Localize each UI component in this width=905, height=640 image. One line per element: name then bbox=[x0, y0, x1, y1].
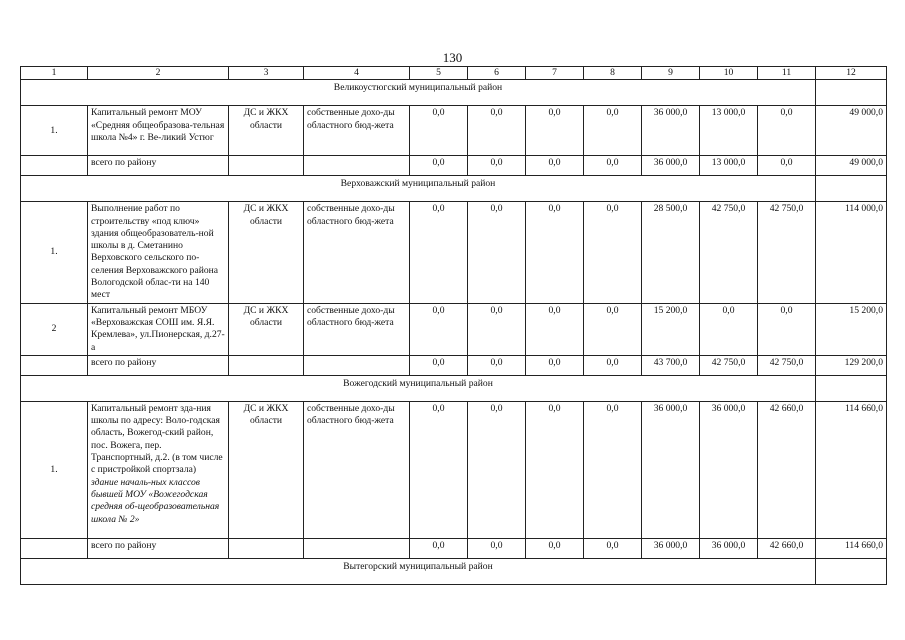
total-amount-cell: 13 000,0 bbox=[700, 156, 758, 176]
district-name: Великоустюгский муниципальный район bbox=[21, 80, 816, 106]
executor: ДС и ЖКХ области bbox=[229, 303, 304, 355]
total-amount-cell: 0,0 bbox=[526, 156, 584, 176]
empty-cell bbox=[304, 156, 410, 176]
funding-source: собственные дохо-ды областного бюд-жета bbox=[304, 303, 410, 355]
empty-cell bbox=[304, 538, 410, 558]
total-amount-cell: 0,0 bbox=[410, 538, 468, 558]
district-header-row bbox=[21, 176, 887, 202]
amount-cell: 0,0 bbox=[758, 106, 816, 156]
executor: ДС и ЖКХ области bbox=[229, 106, 304, 156]
total-amount-cell: 0,0 bbox=[410, 355, 468, 375]
row-number: 1. bbox=[21, 401, 88, 538]
empty-cell bbox=[816, 558, 887, 584]
district-name: Вожегодский муниципальный район bbox=[21, 375, 816, 401]
column-header: 4 bbox=[304, 67, 410, 80]
amount-cell: 0,0 bbox=[526, 202, 584, 303]
amount-cell: 0,0 bbox=[410, 303, 468, 355]
empty-cell bbox=[816, 375, 887, 401]
total-label: всего по району bbox=[88, 538, 229, 558]
total-amount-cell: 0,0 bbox=[410, 156, 468, 176]
total-amount-cell: 0,0 bbox=[468, 156, 526, 176]
project-name-text: Капитальный ремонт МОУ «Средняя общеобразова-тельная школа №4» г. Ве-ликий Устюг bbox=[91, 107, 225, 143]
amount-cell: 13 000,0 bbox=[700, 106, 758, 156]
column-header: 9 bbox=[642, 67, 700, 80]
empty-cell bbox=[816, 80, 887, 106]
amount-cell: 36 000,0 bbox=[700, 401, 758, 538]
project-name-text: Выполнение работ по строительству «под ключ» здания общеобразователь-ной школы в д. Сметанино Верховского сельского по-селения Верховажского района Вологодской облас-ти на 140 мест bbox=[91, 203, 219, 301]
amount-cell: 0,0 bbox=[468, 303, 526, 355]
amount-cell: 0,0 bbox=[584, 106, 642, 156]
page-number: 130 bbox=[442, 50, 463, 65]
project-name-text: Капитальный ремонт зда-ния школы по адресу: Воло-годская область, Вожегод-ский район, пос. Вожега, пер. Транспортный, д.2. (в том числе с пристройкой спортзала) bbox=[91, 402, 223, 476]
amount-cell: 15 200,0 bbox=[642, 303, 700, 355]
project-name bbox=[88, 106, 229, 156]
row-number: 1. bbox=[21, 202, 88, 303]
amount-cell: 36 000,0 bbox=[642, 106, 700, 156]
column-header: 3 bbox=[229, 67, 304, 80]
column-header-row bbox=[21, 67, 887, 80]
empty-cell bbox=[229, 355, 304, 375]
district-total-row bbox=[21, 156, 887, 176]
column-header: 5 bbox=[410, 67, 468, 80]
total-amount-cell: 0,0 bbox=[584, 156, 642, 176]
amount-cell: 0,0 bbox=[758, 303, 816, 355]
total-label: всего по району bbox=[88, 355, 229, 375]
row-number: 1. bbox=[21, 106, 88, 156]
column-header: 11 bbox=[758, 67, 816, 80]
empty-cell bbox=[229, 538, 304, 558]
total-amount-cell: 42 750,0 bbox=[700, 355, 758, 375]
empty-cell bbox=[816, 176, 887, 202]
amount-cell: 0,0 bbox=[468, 106, 526, 156]
funding-source: собственные дохо-ды областного бюд-жета bbox=[304, 106, 410, 156]
total-amount-cell: 0,0 bbox=[526, 538, 584, 558]
empty-cell bbox=[229, 156, 304, 176]
empty-cell bbox=[304, 355, 410, 375]
amount-cell: 0,0 bbox=[526, 106, 584, 156]
column-header: 10 bbox=[700, 67, 758, 80]
total-amount-cell: 0,0 bbox=[526, 355, 584, 375]
district-name: Верховажский муниципальный район bbox=[21, 176, 816, 202]
total-amount-cell: 42 660,0 bbox=[758, 538, 816, 558]
district-header-row bbox=[21, 558, 887, 584]
amount-cell: 15 200,0 bbox=[816, 303, 887, 355]
total-amount-cell: 0,0 bbox=[468, 538, 526, 558]
amount-cell: 0,0 bbox=[584, 401, 642, 538]
executor: ДС и ЖКХ области bbox=[229, 202, 304, 303]
amount-cell: 42 750,0 bbox=[700, 202, 758, 303]
project-row bbox=[21, 202, 887, 303]
district-name: Вытегорский муниципальный район bbox=[21, 558, 816, 584]
amount-cell: 114 660,0 bbox=[816, 401, 887, 538]
total-amount-cell: 36 000,0 bbox=[642, 538, 700, 558]
amount-cell: 0,0 bbox=[700, 303, 758, 355]
amount-cell: 0,0 bbox=[526, 303, 584, 355]
project-name bbox=[88, 202, 229, 303]
total-amount-cell: 0,0 bbox=[584, 355, 642, 375]
total-amount-cell: 36 000,0 bbox=[700, 538, 758, 558]
project-name bbox=[88, 401, 229, 538]
project-row bbox=[21, 401, 887, 538]
column-header: 6 bbox=[468, 67, 526, 80]
amount-cell: 28 500,0 bbox=[642, 202, 700, 303]
amount-cell: 0,0 bbox=[526, 401, 584, 538]
amount-cell: 42 750,0 bbox=[758, 202, 816, 303]
total-amount-cell: 129 200,0 bbox=[816, 355, 887, 375]
project-name-text: Капитальный ремонт МБОУ «Верховажская СОШ им. Я.Я. Кремлева», ул.Пионерская, д.27-а bbox=[91, 304, 225, 353]
amount-cell: 42 660,0 bbox=[758, 401, 816, 538]
district-header-row bbox=[21, 375, 887, 401]
column-header: 12 bbox=[816, 67, 887, 80]
amount-cell: 0,0 bbox=[468, 401, 526, 538]
amount-cell: 49 000,0 bbox=[816, 106, 887, 156]
total-amount-cell: 43 700,0 bbox=[642, 355, 700, 375]
project-name bbox=[88, 303, 229, 355]
empty-cell bbox=[21, 156, 88, 176]
amount-cell: 36 000,0 bbox=[642, 401, 700, 538]
total-amount-cell: 0,0 bbox=[584, 538, 642, 558]
total-amount-cell: 49 000,0 bbox=[816, 156, 887, 176]
amount-cell: 0,0 bbox=[410, 106, 468, 156]
district-total-row bbox=[21, 355, 887, 375]
row-number: 2 bbox=[21, 303, 88, 355]
table-body bbox=[21, 67, 887, 585]
total-amount-cell: 36 000,0 bbox=[642, 156, 700, 176]
column-header: 7 bbox=[526, 67, 584, 80]
total-amount-cell: 114 660,0 bbox=[816, 538, 887, 558]
district-header-row bbox=[21, 80, 887, 106]
amount-cell: 0,0 bbox=[410, 401, 468, 538]
executor: ДС и ЖКХ области bbox=[229, 401, 304, 538]
amount-cell: 0,0 bbox=[584, 303, 642, 355]
project-row bbox=[21, 303, 887, 355]
empty-cell bbox=[21, 538, 88, 558]
total-label: всего по району bbox=[88, 156, 229, 176]
project-row bbox=[21, 106, 887, 156]
amount-cell: 114 000,0 bbox=[816, 202, 887, 303]
total-amount-cell: 0,0 bbox=[468, 355, 526, 375]
funding-source: собственные дохо-ды областного бюд-жета bbox=[304, 401, 410, 538]
project-name-italic-text: здание началь-ных классов бывшей МОУ «Вожегодская средняя об-щеобразовательная школа № 2» bbox=[91, 476, 220, 525]
amount-cell: 0,0 bbox=[584, 202, 642, 303]
column-header: 1 bbox=[21, 67, 88, 80]
funding-source: собственные дохо-ды областного бюд-жета bbox=[304, 202, 410, 303]
column-header: 2 bbox=[88, 67, 229, 80]
amount-cell: 0,0 bbox=[410, 202, 468, 303]
total-amount-cell: 0,0 bbox=[758, 156, 816, 176]
amount-cell: 0,0 bbox=[468, 202, 526, 303]
column-header: 8 bbox=[584, 67, 642, 80]
budget-table bbox=[20, 66, 887, 585]
district-total-row bbox=[21, 538, 887, 558]
empty-cell bbox=[21, 355, 88, 375]
total-amount-cell: 42 750,0 bbox=[758, 355, 816, 375]
